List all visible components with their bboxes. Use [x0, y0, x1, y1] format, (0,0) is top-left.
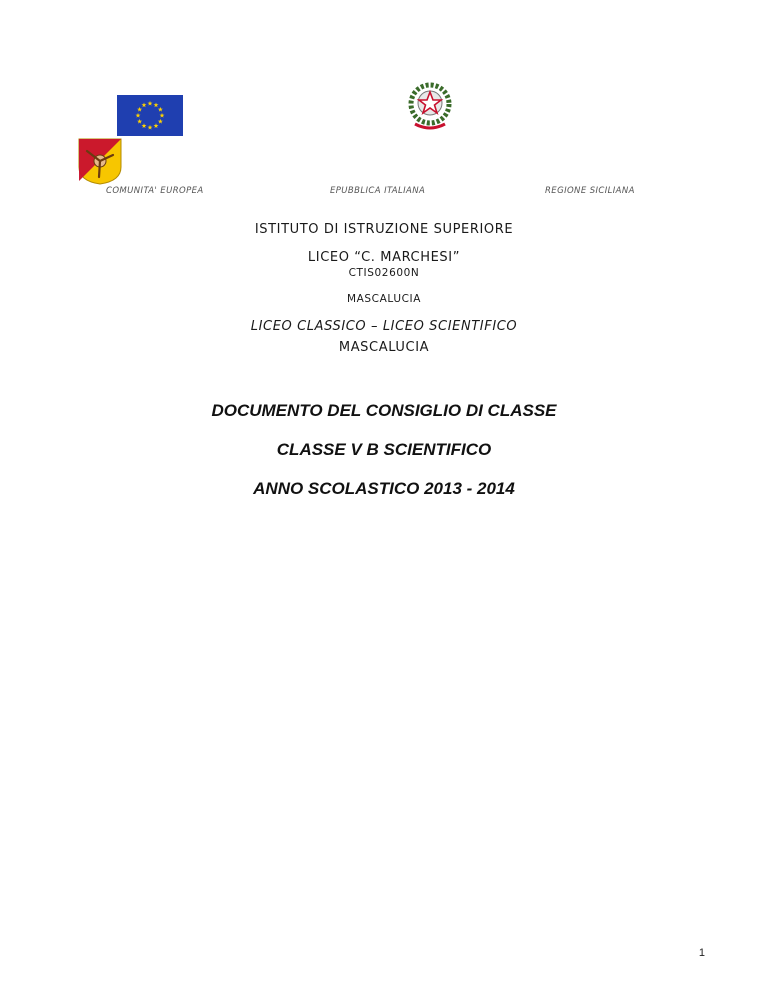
eu-star	[136, 113, 141, 118]
eu-star	[142, 103, 147, 108]
document-title: DOCUMENTO DEL CONSIGLIO DI CLASSE	[211, 401, 557, 420]
page-number: 1	[698, 947, 705, 959]
liceo-name: LICEO “C. MARCHESI”	[307, 250, 461, 265]
eu-star	[148, 125, 153, 130]
school-year: ANNO SCOLASTICO 2013 - 2014	[253, 479, 515, 498]
eu-stars	[117, 95, 183, 136]
eu-star	[158, 107, 163, 112]
town: MASCALUCIA	[346, 293, 422, 305]
eu-star	[148, 101, 153, 106]
eu-star	[154, 123, 159, 128]
eu-star	[137, 119, 142, 124]
italian-republic-emblem-icon	[403, 80, 457, 134]
eu-star	[154, 103, 159, 108]
caption-sicily: REGIONE SICILIANA	[545, 186, 635, 196]
eu-flag-icon	[117, 95, 183, 136]
caption-italy: EPUBBLICA ITALIANA	[330, 186, 426, 196]
institute-name: ISTITUTO DI ISTRUZIONE SUPERIORE	[254, 222, 514, 237]
class-label: CLASSE V B SCIENTIFICO	[276, 440, 492, 459]
sicily-trinacria-icon	[77, 137, 123, 185]
eu-star	[137, 107, 142, 112]
eu-star	[160, 113, 165, 118]
caption-eu: COMUNITA' EUROPEA	[106, 186, 204, 196]
eu-star	[158, 119, 163, 124]
school-types: LICEO CLASSICO – LICEO SCIENTIFICO	[250, 319, 518, 334]
eu-star	[142, 123, 147, 128]
town-secondary: MASCALUCIA	[338, 340, 430, 355]
school-code: CTIS02600N	[348, 267, 420, 279]
